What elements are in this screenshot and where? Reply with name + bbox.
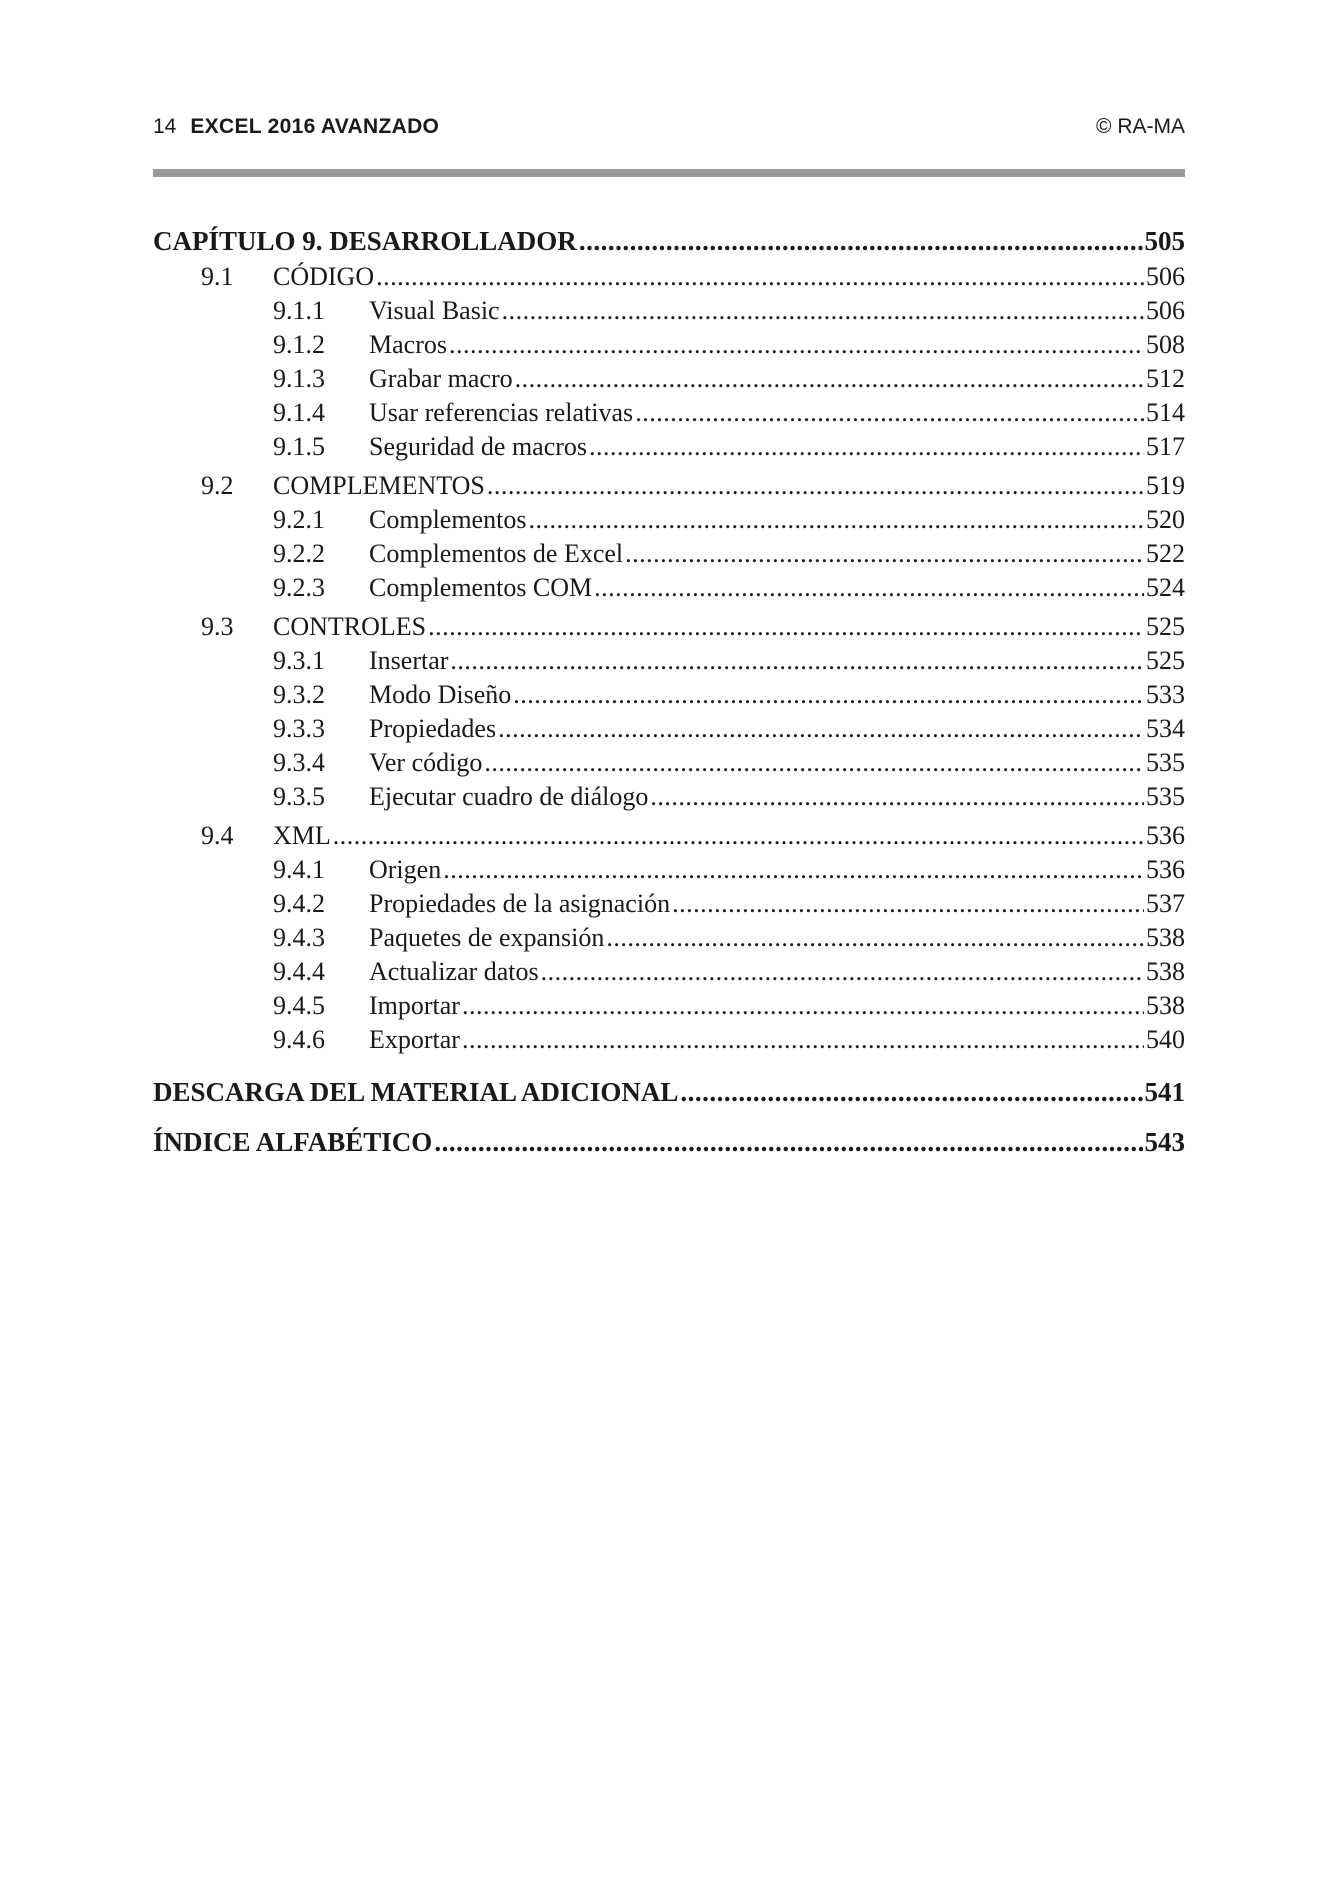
toc-entry-page: 525 — [1146, 612, 1185, 641]
dot-leader — [498, 712, 1144, 746]
toc-entry-number: 9.4.1 — [273, 855, 325, 884]
toc-entry-page: 519 — [1146, 471, 1185, 500]
toc-subsection-entry[interactable] — [153, 989, 1185, 1023]
toc-entry-label: Grabar macro — [369, 364, 513, 393]
toc-entry-number: 9.3 — [201, 612, 234, 641]
dot-leader — [672, 887, 1144, 921]
toc-entry-label: Modo Diseño — [369, 680, 512, 709]
dot-leader — [513, 678, 1144, 712]
toc-entry-page: 506 — [1146, 296, 1185, 325]
toc-entry-number: 9.1.1 — [273, 296, 325, 325]
toc-section-entry[interactable] — [153, 469, 1185, 503]
dot-leader — [449, 328, 1144, 362]
toc-subsection-entry[interactable] — [153, 328, 1185, 362]
toc-entry-page: 537 — [1146, 889, 1185, 918]
dot-leader — [484, 746, 1144, 780]
toc-entry-label: CAPÍTULO 9. DESARROLLADOR — [153, 226, 577, 256]
toc-entry-page: 533 — [1146, 680, 1185, 709]
toc-subsection-entry[interactable] — [153, 503, 1185, 537]
toc-entry-number: 9.1.5 — [273, 432, 325, 461]
toc-entry-page: 536 — [1146, 821, 1185, 850]
toc-subsection-entry[interactable] — [153, 678, 1185, 712]
toc-entry-label: Complementos de Excel — [369, 539, 624, 568]
toc-entry-page: 525 — [1146, 646, 1185, 675]
toc-entry-page: 522 — [1146, 539, 1185, 568]
dot-leader — [606, 921, 1144, 955]
page-number: 14 — [153, 115, 177, 138]
toc-subsection-entry[interactable] — [153, 746, 1185, 780]
toc-subsection-entry[interactable] — [153, 780, 1185, 814]
toc-entry-label: COMPLEMENTOS — [273, 471, 485, 500]
toc-entry-number: 9.3.2 — [273, 680, 325, 709]
toc-entry-page: 508 — [1146, 330, 1185, 359]
toc-entry-page: 520 — [1146, 505, 1185, 534]
dot-leader — [528, 503, 1144, 537]
toc-subsection-entry[interactable] — [153, 362, 1185, 396]
toc-entry-label: Propiedades de la asignación — [369, 889, 671, 918]
dot-leader — [680, 1067, 1142, 1117]
toc-entry-label: Origen — [369, 855, 442, 884]
toc-entry-label: Ejecutar cuadro de diálogo — [369, 782, 649, 811]
dot-leader — [443, 853, 1144, 887]
dot-leader — [462, 989, 1144, 1023]
toc-entry-page: 506 — [1146, 262, 1185, 291]
toc-section-entry[interactable] — [153, 819, 1185, 853]
toc-entry-number: 9.4.5 — [273, 991, 325, 1020]
toc-entry-label: Actualizar datos — [369, 957, 539, 986]
running-header — [153, 110, 1185, 144]
toc-entry-number: 9.2.3 — [273, 573, 325, 602]
toc-entry-number: 9.2.2 — [273, 539, 325, 568]
publisher-mark: © RA-MA — [1096, 115, 1185, 138]
toc-entry-label: Propiedades — [369, 714, 497, 743]
dot-leader — [462, 1023, 1144, 1057]
toc-subsection-entry[interactable] — [153, 887, 1185, 921]
toc-entry-label: Complementos — [369, 505, 527, 534]
toc-backmatter-entry[interactable] — [153, 1117, 1185, 1167]
toc-entry-page: 505 — [1144, 226, 1185, 256]
toc-entry-page: 514 — [1146, 398, 1185, 427]
toc-entry-number: 9.1.2 — [273, 330, 325, 359]
toc-entry-label: XML — [273, 821, 331, 850]
toc-entry-label: Importar — [369, 991, 460, 1020]
toc-backmatter-entry[interactable] — [153, 1067, 1185, 1117]
book-title: EXCEL 2016 AVANZADO — [190, 115, 440, 138]
toc-entry-page: 535 — [1146, 782, 1185, 811]
dot-leader — [487, 469, 1144, 503]
header-rule — [153, 169, 1185, 177]
dot-leader — [434, 1117, 1142, 1167]
toc-entry-page: 538 — [1146, 923, 1185, 952]
dot-leader — [450, 644, 1144, 678]
toc-entry-label: Ver código — [369, 748, 483, 777]
dot-leader — [428, 610, 1144, 644]
toc-entry-number: 9.2 — [201, 471, 234, 500]
toc-entry-page: 543 — [1144, 1127, 1185, 1157]
toc-entry-page: 540 — [1146, 1025, 1185, 1054]
dot-leader — [376, 260, 1144, 294]
toc-entry-label: Seguridad de macros — [369, 432, 588, 461]
dot-leader — [333, 819, 1144, 853]
toc-subsection-entry[interactable] — [153, 1023, 1185, 1057]
toc-entry-label: Macros — [369, 330, 447, 359]
toc-entry-number: 9.1.3 — [273, 364, 325, 393]
toc-entry-label: Exportar — [369, 1025, 460, 1054]
toc-subsection-entry[interactable] — [153, 853, 1185, 887]
toc-entry-label: Usar referencias relativas — [369, 398, 634, 427]
toc-entry-label: Complementos COM — [369, 573, 593, 602]
toc-entry-page: 538 — [1146, 991, 1185, 1020]
table-of-contents — [153, 222, 1185, 1167]
toc-entry-page: 535 — [1146, 748, 1185, 777]
toc-subsection-entry[interactable] — [153, 294, 1185, 328]
toc-entry-number: 9.1.4 — [273, 398, 325, 427]
dot-leader — [635, 396, 1144, 430]
toc-entry-number: 9.4 — [201, 821, 234, 850]
toc-entry-page: 541 — [1144, 1077, 1185, 1107]
toc-entry-label: ÍNDICE ALFABÉTICO — [153, 1127, 433, 1157]
toc-entry-label: Paquetes de expansión — [369, 923, 605, 952]
dot-leader — [515, 362, 1144, 396]
toc-subsection-entry[interactable] — [153, 537, 1185, 571]
toc-subsection-entry[interactable] — [153, 921, 1185, 955]
toc-entry-number: 9.4.2 — [273, 889, 325, 918]
toc-entry-number: 9.1 — [201, 262, 234, 291]
dot-leader — [579, 222, 1143, 260]
toc-entry-number: 9.3.3 — [273, 714, 325, 743]
toc-entry-label: Visual Basic — [369, 296, 500, 325]
toc-entry-number: 9.3.1 — [273, 646, 325, 675]
toc-entry-label: CONTROLES — [273, 612, 427, 641]
toc-chapter-entry[interactable] — [153, 222, 1185, 260]
dot-leader — [650, 780, 1144, 814]
toc-subsection-entry[interactable] — [153, 430, 1185, 464]
toc-entry-number: 9.3.4 — [273, 748, 325, 777]
toc-section-entry[interactable] — [153, 610, 1185, 644]
dot-leader — [541, 955, 1144, 989]
toc-entry-number: 9.3.5 — [273, 782, 325, 811]
toc-entry-page: 534 — [1146, 714, 1185, 743]
toc-subsection-entry[interactable] — [153, 644, 1185, 678]
toc-entry-label: Insertar — [369, 646, 449, 675]
toc-subsection-entry[interactable] — [153, 396, 1185, 430]
toc-subsection-entry[interactable] — [153, 712, 1185, 746]
toc-entry-label: DESCARGA DEL MATERIAL ADICIONAL — [153, 1077, 679, 1107]
toc-entry-page: 538 — [1146, 957, 1185, 986]
dot-leader — [594, 571, 1144, 605]
toc-subsection-entry[interactable] — [153, 955, 1185, 989]
toc-entry-number: 9.4.6 — [273, 1025, 325, 1054]
toc-entry-page: 524 — [1146, 573, 1185, 602]
dot-leader — [502, 294, 1144, 328]
toc-entry-number: 9.4.3 — [273, 923, 325, 952]
toc-entry-page: 536 — [1146, 855, 1185, 884]
toc-entry-page: 517 — [1146, 432, 1185, 461]
toc-section-entry[interactable] — [153, 260, 1185, 294]
toc-entry-page: 512 — [1146, 364, 1185, 393]
toc-subsection-entry[interactable] — [153, 571, 1185, 605]
dot-leader — [625, 537, 1144, 571]
toc-entry-number: 9.4.4 — [273, 957, 325, 986]
toc-entry-number: 9.2.1 — [273, 505, 325, 534]
dot-leader — [589, 430, 1144, 464]
toc-entry-label: CÓDIGO — [273, 262, 375, 291]
